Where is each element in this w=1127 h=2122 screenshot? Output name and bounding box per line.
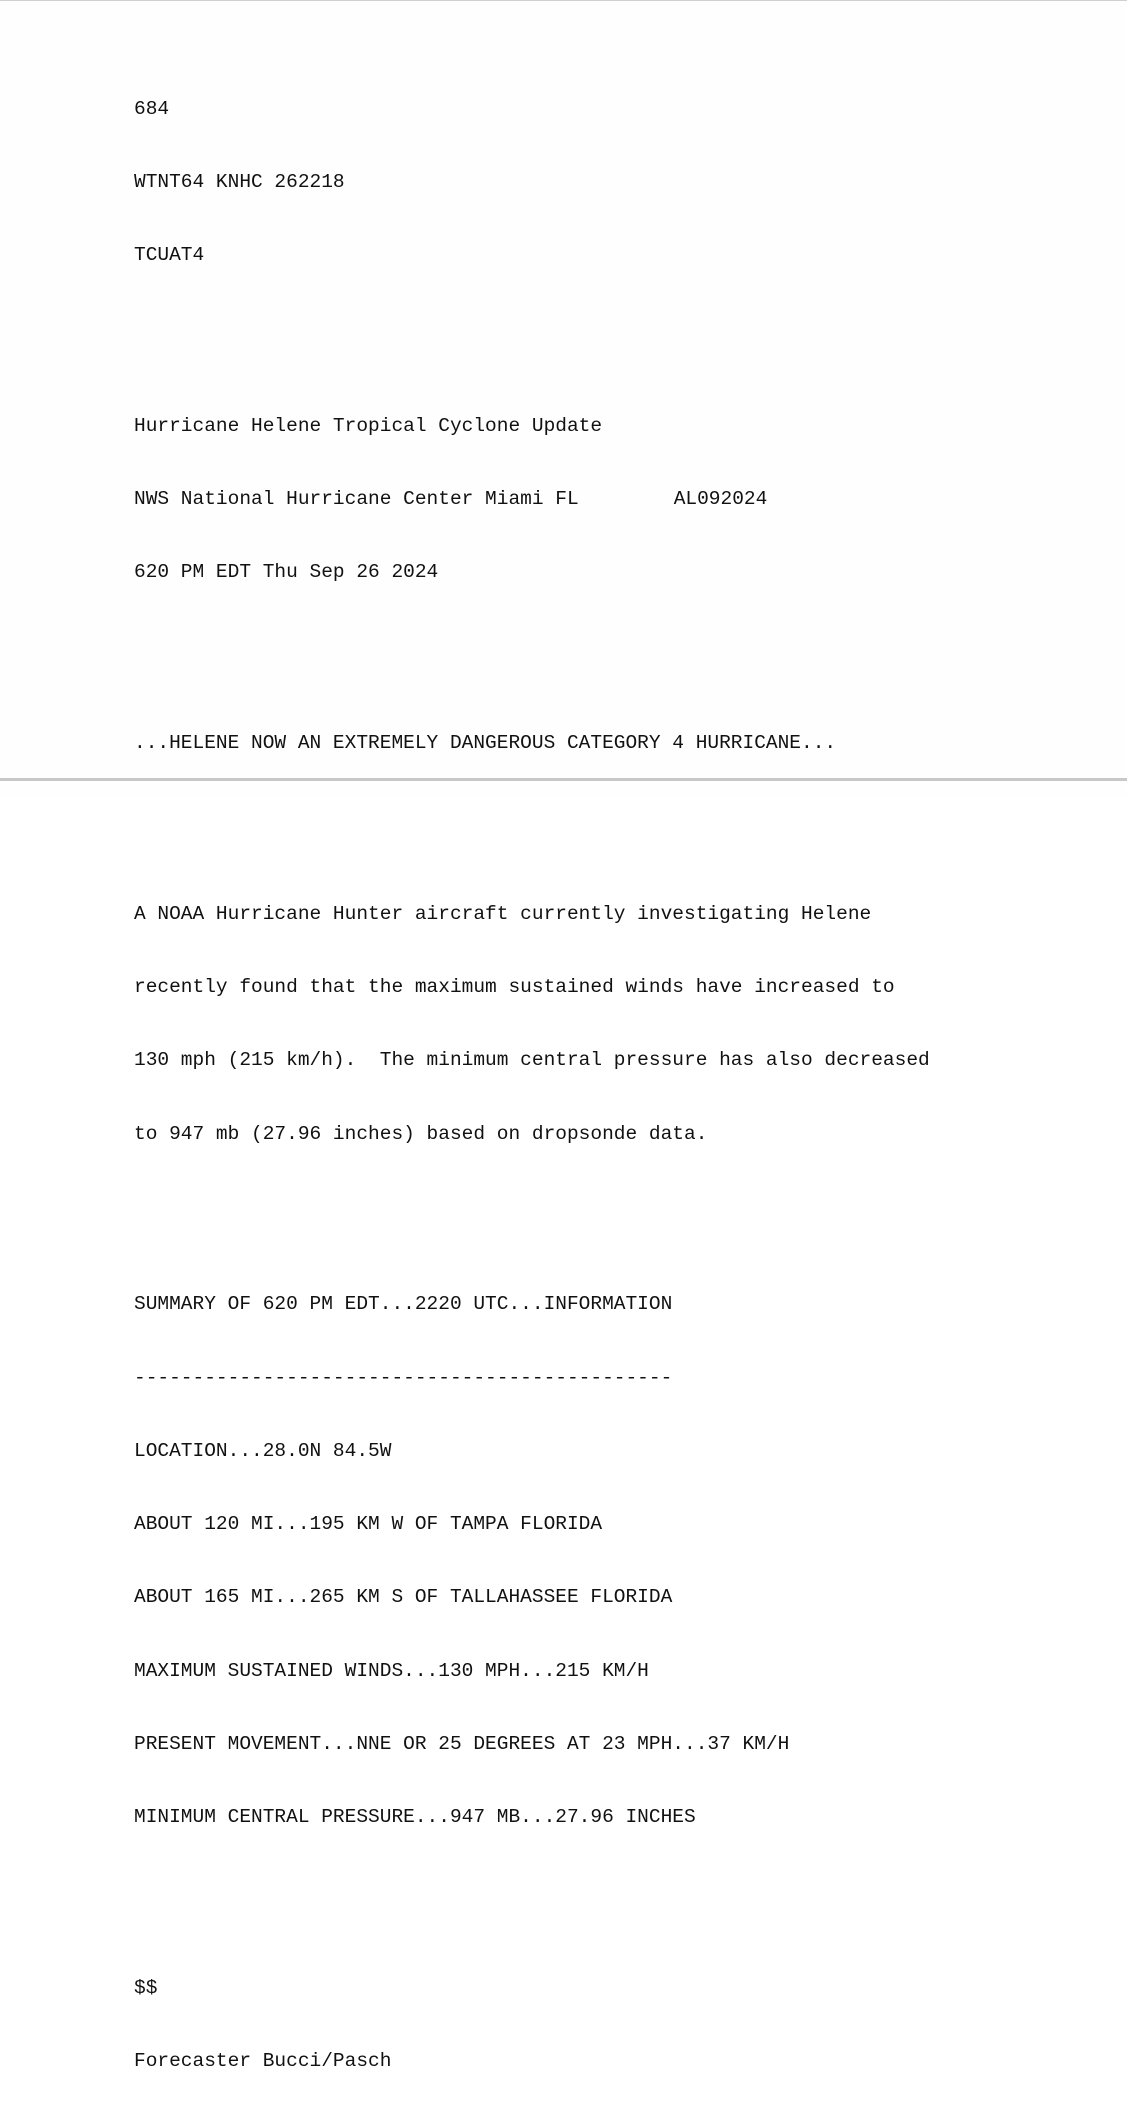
blank-line [134,316,930,340]
office-row [134,487,930,511]
discussion-line: A NOAA Hurricane Hunter aircraft currently investigating Helene [134,903,872,926]
summary-movement: PRESENT MOVEMENT...NNE OR 25 DEGREES AT 23 MPH...37 KM/H [134,1732,790,1755]
blank-line [134,1195,930,1219]
summary-distance-tampa: ABOUT 120 MI...195 KM W OF TAMPA FLORIDA [134,1513,603,1536]
storm-id: AL092024 [673,488,768,511]
issue-time: 620 PM EDT Thu Sep 26 2024 [134,561,439,584]
summary-distance-tallahassee: ABOUT 165 MI...265 KM S OF TALLAHASSEE FLORIDA [134,1586,673,1609]
discussion-line: recently found that the maximum sustained winds have increased to [134,976,895,999]
bottom-divider [0,778,1127,781]
product-title: Hurricane Helene Tropical Cyclone Update [134,415,603,438]
blank-line [134,634,930,658]
summary-rule: ---------------------------------------------- [134,1366,673,1389]
summary-max-winds: MAXIMUM SUSTAINED WINDS...130 MPH...215 KM/H [134,1659,649,1682]
summary-title: SUMMARY OF 620 PM EDT...2220 UTC...INFORMATION [134,1293,673,1316]
summary-pressure: MINIMUM CENTRAL PRESSURE...947 MB...27.96 INCHES [134,1805,696,1828]
sequence-number: 684 [134,97,170,120]
headline: ...HELENE NOW AN EXTREMELY DANGEROUS CATEGORY 4 HURRICANE... [134,732,837,755]
blank-line [134,804,930,828]
product-terminator: $$ [134,1976,158,1999]
issuing-office: NWS National Hurricane Center Miami FL [134,488,579,511]
wmo-header: WTNT64 KNHC 262218 [134,171,345,194]
blank-line [134,1878,930,1902]
discussion-line: to 947 mb (27.96 inches) based on dropsonde data. [134,1122,708,1145]
forecaster-signature: Forecaster Bucci/Pasch [134,2049,392,2072]
awips-id: TCUAT4 [134,244,205,267]
bulletin-text [134,48,930,2122]
summary-location: LOCATION...28.0N 84.5W [134,1439,392,1462]
discussion-line: 130 mph (215 km/h). The minimum central pressure has also decreased [134,1049,930,1072]
